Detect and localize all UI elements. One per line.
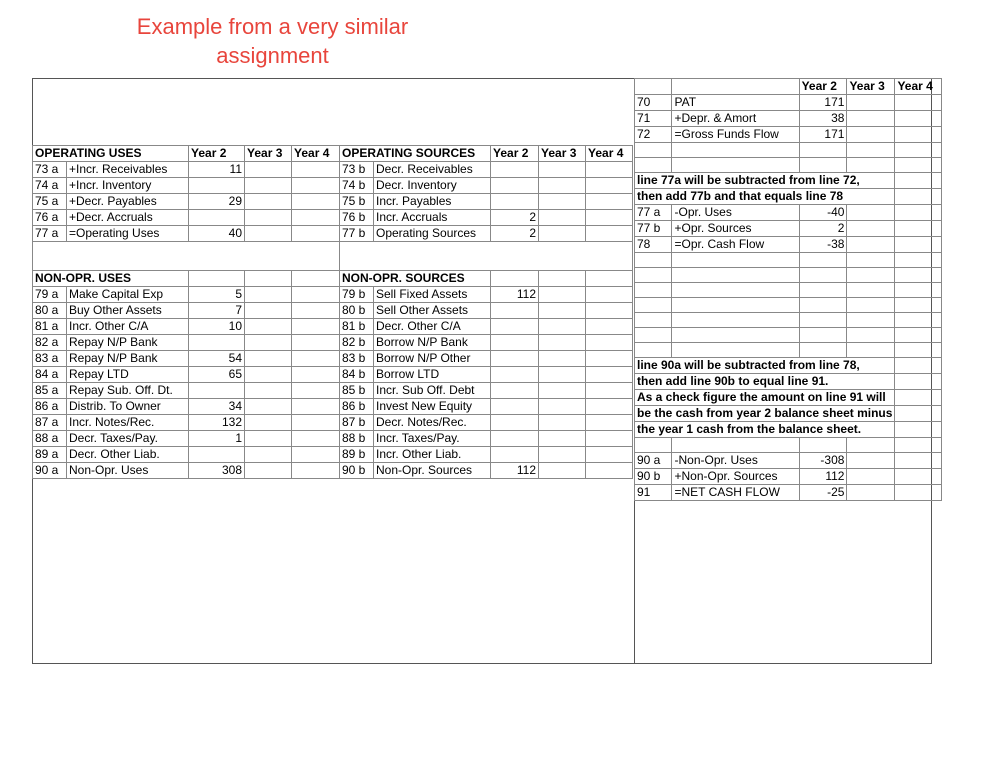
year-3-value	[245, 383, 292, 399]
year-2-value: 54	[189, 351, 245, 367]
year-3-value	[539, 383, 586, 399]
line-label: +Depr. & Amort	[672, 111, 799, 127]
note-line: line 90a will be subtracted from line 78,	[635, 358, 895, 374]
year-4-header: Year 4	[586, 146, 633, 162]
note-row	[635, 358, 942, 374]
line-number: 87 b	[340, 415, 374, 431]
line-number: 88 b	[340, 431, 374, 447]
note-line: the year 1 cash from the balance sheet.	[635, 422, 895, 438]
line-number: 75 a	[33, 194, 67, 210]
non-opr-sources-title: NON-OPR. SOURCES	[340, 271, 491, 287]
table-row	[33, 194, 633, 210]
year-2-value	[491, 367, 539, 383]
empty-cell	[895, 422, 942, 438]
line-number: 81 a	[33, 319, 67, 335]
line-number: 84 b	[340, 367, 374, 383]
cash-flow-summary-table	[634, 78, 942, 501]
year-4-value	[895, 95, 942, 111]
table-row	[33, 226, 633, 242]
year-2-value: 10	[189, 319, 245, 335]
year-4-value	[586, 194, 633, 210]
line-number: 72	[635, 127, 672, 143]
year-3-value	[245, 210, 292, 226]
year-2-value	[491, 335, 539, 351]
operating-section	[33, 146, 633, 162]
non-opr-uses-title: NON-OPR. USES	[33, 271, 189, 287]
year-4-value	[292, 415, 340, 431]
line-number: 77 a	[635, 205, 672, 221]
note-line: then add line 90b to equal line 91.	[635, 374, 895, 390]
table-row	[33, 415, 633, 431]
line-number: 89 a	[33, 447, 67, 463]
year-4-value	[895, 221, 942, 237]
year-3-value	[539, 463, 586, 479]
year-2-value: -25	[799, 485, 847, 501]
year-2-value: -40	[799, 205, 847, 221]
table-row	[33, 319, 633, 335]
year-2-value: 29	[189, 194, 245, 210]
year-4-value	[292, 226, 340, 242]
line-label: +Non-Opr. Sources	[672, 469, 799, 485]
year-2-value: 112	[491, 287, 539, 303]
note-line: then add 77b and that equals line 78	[635, 189, 895, 205]
year-2-value: -308	[799, 453, 847, 469]
year-2-value	[189, 335, 245, 351]
line-label: Incr. Notes/Rec.	[67, 415, 189, 431]
line-label: Operating Sources	[374, 226, 491, 242]
year-3-value	[539, 399, 586, 415]
line-number: 77 b	[635, 221, 672, 237]
note-net-rows	[635, 358, 942, 438]
line-label: -Opr. Uses	[672, 205, 799, 221]
line-number: 80 a	[33, 303, 67, 319]
year-4-value	[586, 210, 633, 226]
line-number: 70	[635, 95, 672, 111]
year-2-header: Year 2	[189, 146, 245, 162]
year-4-value	[586, 162, 633, 178]
uses-sources-table	[32, 145, 633, 479]
line-number: 73 b	[340, 162, 374, 178]
year-3-value	[539, 431, 586, 447]
year-3-value	[539, 194, 586, 210]
year-3-value	[245, 303, 292, 319]
year-2-value: 1	[189, 431, 245, 447]
line-number: 85 b	[340, 383, 374, 399]
year-4-value	[586, 367, 633, 383]
operating-sources-title: OPERATING SOURCES	[340, 146, 491, 162]
year-3-header: Year 3	[539, 146, 586, 162]
net-cash-flow-rows	[635, 453, 942, 501]
year-2-value	[491, 162, 539, 178]
line-label: Decr. Other C/A	[374, 319, 491, 335]
year-3-value	[539, 226, 586, 242]
year-3-value	[245, 431, 292, 447]
note-opr-rows	[635, 173, 942, 205]
line-number: 87 a	[33, 415, 67, 431]
line-number: 73 a	[33, 162, 67, 178]
year-3-value	[847, 221, 895, 237]
line-label: +Decr. Accruals	[67, 210, 189, 226]
line-number: 84 a	[33, 367, 67, 383]
line-label: =NET CASH FLOW	[672, 485, 799, 501]
year-4-value	[895, 111, 942, 127]
year-4-value	[895, 469, 942, 485]
year-4-value	[895, 485, 942, 501]
year-2-value: 2	[491, 210, 539, 226]
year-4-value	[895, 205, 942, 221]
table-row	[635, 111, 942, 127]
line-label: Incr. Payables	[374, 194, 491, 210]
year-2-value: 112	[799, 469, 847, 485]
line-label: Incr. Taxes/Pay.	[374, 431, 491, 447]
year-4-value	[292, 194, 340, 210]
non-operating-header-row	[33, 271, 633, 287]
year-4-value	[586, 447, 633, 463]
opr-cash-flow-rows	[635, 205, 942, 253]
line-label: Borrow N/P Other	[374, 351, 491, 367]
year-4-value	[292, 319, 340, 335]
empty-cell	[895, 374, 942, 390]
year-2-header: Year 2	[491, 146, 539, 162]
empty-cell	[895, 173, 942, 189]
year-3-value	[847, 127, 895, 143]
line-number: 76 b	[340, 210, 374, 226]
operating-rows	[33, 162, 633, 242]
line-number: 90 a	[33, 463, 67, 479]
line-label: +Incr. Inventory	[67, 178, 189, 194]
line-number: 81 b	[340, 319, 374, 335]
line-label: Incr. Other C/A	[67, 319, 189, 335]
note-line: As a check figure the amount on line 91 will	[635, 390, 895, 406]
line-number: 71	[635, 111, 672, 127]
line-label: Incr. Accruals	[374, 210, 491, 226]
year-3-value	[539, 367, 586, 383]
note-line: line 77a will be subtracted from line 72,	[635, 173, 895, 189]
line-number: 85 a	[33, 383, 67, 399]
year-2-value: 2	[799, 221, 847, 237]
year-4-header: Year 4	[895, 79, 942, 95]
table-row	[33, 210, 633, 226]
line-number: 77 a	[33, 226, 67, 242]
year-4-value	[586, 303, 633, 319]
year-3-value	[847, 111, 895, 127]
year-4-value	[586, 319, 633, 335]
table-row	[33, 447, 633, 463]
year-3-value	[539, 319, 586, 335]
year-2-value	[189, 210, 245, 226]
empty-cell	[895, 189, 942, 205]
year-2-value: 11	[189, 162, 245, 178]
table-row	[33, 335, 633, 351]
year-2-value	[491, 383, 539, 399]
year-3-value	[539, 335, 586, 351]
year-3-value	[245, 335, 292, 351]
note-row	[635, 189, 942, 205]
year-4-value	[292, 367, 340, 383]
line-label: Sell Fixed Assets	[374, 287, 491, 303]
year-4-value	[292, 287, 340, 303]
line-number: 79 b	[340, 287, 374, 303]
year-3-value	[245, 463, 292, 479]
year-4-value	[292, 162, 340, 178]
year-4-value	[292, 178, 340, 194]
year-3-value	[245, 351, 292, 367]
note-row	[635, 406, 942, 422]
line-label: Decr. Taxes/Pay.	[67, 431, 189, 447]
table-row	[635, 221, 942, 237]
year-3-value	[539, 287, 586, 303]
non-operating-section	[33, 271, 633, 287]
year-4-value	[586, 383, 633, 399]
note-row	[635, 422, 942, 438]
line-number: 86 b	[340, 399, 374, 415]
line-number: 74 a	[33, 178, 67, 194]
year-4-value	[895, 127, 942, 143]
year-3-value	[847, 237, 895, 253]
year-2-value	[491, 431, 539, 447]
operating-uses-title: OPERATING USES	[33, 146, 189, 162]
year-3-value	[539, 447, 586, 463]
year-4-value	[895, 237, 942, 253]
year-3-value	[245, 367, 292, 383]
line-label: Decr. Receivables	[374, 162, 491, 178]
year-3-value	[245, 287, 292, 303]
year-2-value	[491, 303, 539, 319]
line-label: Make Capital Exp	[67, 287, 189, 303]
year-3-value	[245, 319, 292, 335]
line-label: Incr. Sub Off. Debt	[374, 383, 491, 399]
empty-cell	[895, 406, 942, 422]
year-4-value	[292, 351, 340, 367]
year-3-value	[539, 415, 586, 431]
year-3-value	[245, 194, 292, 210]
year-2-value: 171	[799, 127, 847, 143]
line-label: +Incr. Receivables	[67, 162, 189, 178]
line-label: Borrow LTD	[374, 367, 491, 383]
year-4-value	[292, 303, 340, 319]
year-4-value	[292, 399, 340, 415]
year-4-value	[586, 287, 633, 303]
page-heading: Example from a very similar assignment	[136, 14, 409, 68]
note-row	[635, 390, 942, 406]
line-label: PAT	[672, 95, 799, 111]
table-row	[33, 383, 633, 399]
line-number: 90 b	[340, 463, 374, 479]
line-number: 91	[635, 485, 672, 501]
line-number: 90 a	[635, 453, 672, 469]
year-2-value	[491, 319, 539, 335]
year-4-value	[586, 399, 633, 415]
line-label: Borrow N/P Bank	[374, 335, 491, 351]
line-label: +Decr. Payables	[67, 194, 189, 210]
line-label: +Opr. Sources	[672, 221, 799, 237]
table-row	[635, 205, 942, 221]
year-3-value	[847, 205, 895, 221]
note-line: be the cash from year 2 balance sheet minus	[635, 406, 895, 422]
operating-header-row	[33, 146, 633, 162]
year-3-value	[539, 210, 586, 226]
line-number: 89 b	[340, 447, 374, 463]
year-4-value	[292, 431, 340, 447]
line-number: 80 b	[340, 303, 374, 319]
year-2-value	[189, 178, 245, 194]
year-2-value	[491, 194, 539, 210]
table-row	[33, 287, 633, 303]
year-2-value: -38	[799, 237, 847, 253]
table-row	[33, 351, 633, 367]
non-operating-rows	[33, 287, 633, 479]
line-label: =Gross Funds Flow	[672, 127, 799, 143]
year-3-header: Year 3	[847, 79, 895, 95]
line-number: 82 b	[340, 335, 374, 351]
year-2-value: 5	[189, 287, 245, 303]
line-number: 88 a	[33, 431, 67, 447]
line-number: 77 b	[340, 226, 374, 242]
line-number: 75 b	[340, 194, 374, 210]
year-2-value	[491, 178, 539, 194]
year-2-value	[491, 447, 539, 463]
year-3-value	[245, 226, 292, 242]
year-2-value	[189, 383, 245, 399]
year-4-value	[292, 447, 340, 463]
year-3-value	[245, 415, 292, 431]
table-row	[33, 367, 633, 383]
line-label: Buy Other Assets	[67, 303, 189, 319]
year-3-value	[847, 95, 895, 111]
year-2-header: Year 2	[799, 79, 847, 95]
line-label: Sell Other Assets	[374, 303, 491, 319]
line-label: Decr. Inventory	[374, 178, 491, 194]
year-3-value	[245, 178, 292, 194]
line-label: Incr. Other Liab.	[374, 447, 491, 463]
line-number: 83 b	[340, 351, 374, 367]
year-4-value	[586, 226, 633, 242]
table-row	[635, 469, 942, 485]
line-label: Invest New Equity	[374, 399, 491, 415]
table-row	[33, 463, 633, 479]
line-label: Non-Opr. Sources	[374, 463, 491, 479]
year-3-value	[847, 485, 895, 501]
year-2-value: 65	[189, 367, 245, 383]
year-2-value	[491, 351, 539, 367]
year-2-value: 7	[189, 303, 245, 319]
year-3-value	[245, 162, 292, 178]
year-2-value: 38	[799, 111, 847, 127]
year-4-value	[586, 178, 633, 194]
line-number: 86 a	[33, 399, 67, 415]
year-3-value	[847, 453, 895, 469]
table-row	[635, 237, 942, 253]
year-2-value: 2	[491, 226, 539, 242]
year-4-value	[895, 453, 942, 469]
line-label: Repay Sub. Off. Dt.	[67, 383, 189, 399]
table-row	[33, 399, 633, 415]
year-2-value	[491, 415, 539, 431]
line-label: =Opr. Cash Flow	[672, 237, 799, 253]
year-4-value	[586, 415, 633, 431]
year-2-value	[491, 399, 539, 415]
table-row	[635, 127, 942, 143]
line-label: Non-Opr. Uses	[67, 463, 189, 479]
empty-cell	[895, 390, 942, 406]
line-number: 78	[635, 237, 672, 253]
line-label: Repay LTD	[67, 367, 189, 383]
year-3-value	[539, 351, 586, 367]
year-2-value: 34	[189, 399, 245, 415]
year-4-value	[292, 463, 340, 479]
line-label: Repay N/P Bank	[67, 335, 189, 351]
year-2-value: 112	[491, 463, 539, 479]
year-2-value: 132	[189, 415, 245, 431]
note-row	[635, 173, 942, 189]
year-3-value	[539, 178, 586, 194]
year-4-value	[586, 351, 633, 367]
line-label: Repay N/P Bank	[67, 351, 189, 367]
table-row	[635, 95, 942, 111]
line-number: 74 b	[340, 178, 374, 194]
line-label: Decr. Other Liab.	[67, 447, 189, 463]
gross-funds-rows	[635, 95, 942, 143]
table-row	[33, 162, 633, 178]
line-number: 83 a	[33, 351, 67, 367]
table-row	[33, 303, 633, 319]
year-2-value: 171	[799, 95, 847, 111]
year-3-value	[847, 469, 895, 485]
year-4-value	[586, 463, 633, 479]
summary-header-row	[635, 79, 942, 95]
year-3-value	[539, 162, 586, 178]
empty-cell	[895, 358, 942, 374]
year-2-value: 40	[189, 226, 245, 242]
line-number: 90 b	[635, 469, 672, 485]
table-row	[33, 178, 633, 194]
year-3-header: Year 3	[245, 146, 292, 162]
year-3-value	[245, 399, 292, 415]
table-row	[635, 453, 942, 469]
year-4-value	[292, 210, 340, 226]
section-gap	[33, 242, 633, 271]
year-4-value	[292, 383, 340, 399]
line-number: 82 a	[33, 335, 67, 351]
line-label: -Non-Opr. Uses	[672, 453, 799, 469]
year-4-value	[586, 335, 633, 351]
year-3-value	[245, 447, 292, 463]
year-4-value	[292, 335, 340, 351]
line-label: Distrib. To Owner	[67, 399, 189, 415]
line-number: 76 a	[33, 210, 67, 226]
year-2-value	[189, 447, 245, 463]
line-number: 79 a	[33, 287, 67, 303]
year-3-value	[539, 303, 586, 319]
table-row	[33, 431, 633, 447]
year-4-value	[586, 431, 633, 447]
table-row	[635, 485, 942, 501]
note-row	[635, 374, 942, 390]
year-4-header: Year 4	[292, 146, 340, 162]
year-2-value: 308	[189, 463, 245, 479]
line-label: =Operating Uses	[67, 226, 189, 242]
line-label: Decr. Notes/Rec.	[374, 415, 491, 431]
